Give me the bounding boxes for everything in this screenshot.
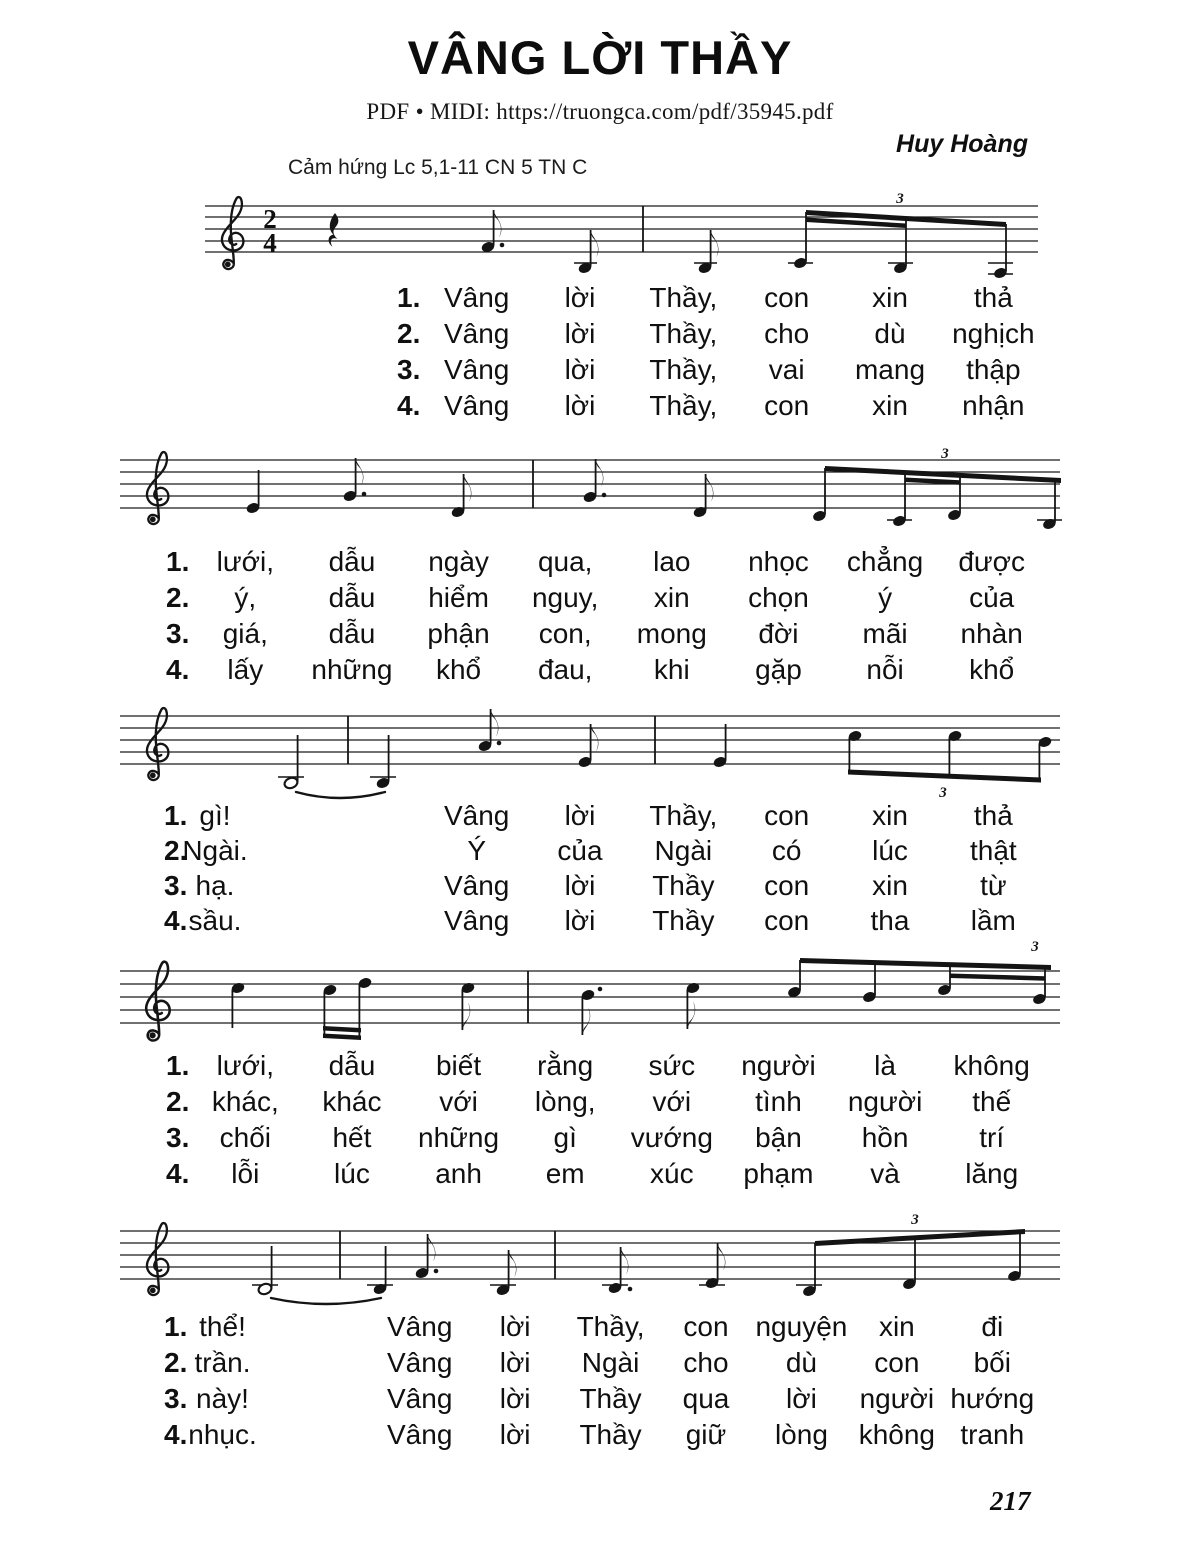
pdf-midi-link[interactable]: PDF • MIDI: https://truongca.com/pdf/35945.pdf (366, 99, 834, 124)
staff-lines (120, 460, 1060, 508)
lyric-word: đời (758, 618, 799, 649)
staff-1 (200, 185, 1045, 287)
triplet-number: 3 (1031, 939, 1039, 955)
lyric-word: lời (499, 1311, 531, 1342)
lyric-word: dù (874, 318, 906, 349)
lyric-word: con, (538, 618, 592, 649)
triplet-number: 3 (941, 446, 949, 462)
lyric-word: Vâng (443, 870, 510, 901)
lyric-word: nhàn (960, 618, 1023, 649)
lyric-word: dẫu (328, 618, 376, 649)
lyric-word: Thầy (652, 870, 715, 901)
lyric-word: dẫu (328, 546, 376, 577)
staff-4 (115, 935, 1065, 1053)
notes (230, 939, 1051, 1040)
notes (480, 191, 1013, 280)
lyric-word: thật (969, 835, 1017, 866)
lyric-word: khác (322, 1086, 382, 1117)
lyric-word: khổ (969, 654, 1015, 685)
lyric-word: lời (786, 1383, 817, 1414)
lyric-word: Thầy (579, 1383, 642, 1414)
lyric-word: xin (872, 800, 908, 831)
tie (296, 792, 385, 798)
lyric-word: khổ (435, 654, 482, 685)
verse-number: 1. (397, 282, 421, 313)
lyric-word: dẫu (328, 1050, 376, 1081)
composer-name: Huy Hoàng (896, 130, 1028, 158)
lyric-word: chối (219, 1122, 271, 1153)
lyric-word: phạm (743, 1158, 814, 1189)
lyric-word: ngày (428, 546, 489, 577)
treble-clef-icon (147, 452, 168, 524)
verse-block-5 (150, 1311, 1040, 1455)
lyric-word: xin (878, 1311, 915, 1342)
lyric-word: biết (435, 1050, 482, 1081)
lyric-word: ý, (234, 582, 257, 613)
lyric-word: lao (653, 546, 691, 577)
lyric-word: tha (870, 905, 910, 936)
verse-number: 4. (166, 654, 190, 685)
lyric-word: nhọc (748, 546, 809, 577)
triplet-number: 3 (911, 1212, 919, 1228)
lyric-word: với (439, 1086, 478, 1117)
lyric-word: Thầy, (649, 390, 718, 421)
lyric-word: Thầy, (576, 1311, 645, 1342)
svg-text:4: 4 (263, 228, 277, 258)
verse-block-2 (150, 546, 1045, 690)
lyric-word: xúc (650, 1158, 694, 1189)
lyric-word: trí (979, 1122, 1005, 1153)
lyric-word: Thầy, (649, 354, 718, 385)
staff-lines (205, 206, 1038, 252)
lyric-word: con (683, 1311, 729, 1342)
lyric-word: lời (564, 800, 596, 831)
treble-clef-icon (147, 708, 168, 780)
time-signature (263, 204, 277, 258)
lyric-word: những (418, 1122, 500, 1153)
verse-number: 2. (397, 318, 421, 349)
lyric-word: sầu. (188, 905, 242, 936)
lyric-word: nhận (962, 390, 1025, 421)
lyric-word: hạ. (195, 870, 235, 901)
lyric-word: vai (768, 354, 805, 385)
lyric-word: xin (872, 870, 908, 901)
lyric-word: này! (196, 1383, 249, 1414)
lyric-word: gì (553, 1122, 577, 1153)
lyric-word: nỗi (866, 654, 904, 685)
lyric-word: lúc (872, 835, 908, 866)
lyric-word: con (764, 870, 810, 901)
lyric-word: lòng, (534, 1086, 596, 1117)
lyric-word: hồn (861, 1122, 909, 1153)
lyric-word: Ngài (581, 1347, 640, 1378)
lyric-word: khi (653, 654, 690, 685)
lyric-word: nhục. (188, 1419, 257, 1450)
quarter-rest-icon (329, 213, 339, 247)
lyric-word: Ngài. (182, 835, 248, 866)
lyric-word: người (741, 1050, 816, 1081)
lyric-word: lúc (334, 1158, 370, 1189)
lyric-word: tình (755, 1086, 802, 1117)
notes (245, 446, 1062, 531)
lyric-word: Vâng (443, 800, 510, 831)
verse-number: 1. (164, 1311, 188, 1342)
lyric-word: của (969, 582, 1015, 613)
lyric-word: thập (966, 354, 1021, 385)
lyric-word: lấy (227, 654, 264, 685)
lyric-word: Vâng (443, 318, 510, 349)
lyric-word: dù (785, 1347, 817, 1378)
verse-number: 1. (166, 546, 190, 577)
treble-clef-icon (146, 962, 169, 1041)
lyric-word: Vâng (443, 905, 510, 936)
lyric-word: qua, (537, 546, 593, 577)
verse-number: 4. (397, 390, 421, 421)
verse-block-4 (150, 1050, 1045, 1194)
treble-clef-icon (147, 1223, 168, 1295)
page-title: VÂNG LỜI THẦY (407, 31, 793, 84)
verse-number: 1. (164, 800, 188, 831)
lyric-word: vướng (630, 1122, 713, 1153)
lyric-word: giữ (685, 1419, 727, 1450)
lyric-word: xin (653, 582, 690, 613)
lyric-word: Thầy (652, 905, 715, 936)
lyric-word: con (764, 390, 810, 421)
lyric-word: lỗi (231, 1158, 260, 1189)
lyric-word: Thầy, (649, 800, 718, 831)
staff-lines (120, 716, 1060, 764)
lyric-word: lời (564, 282, 596, 313)
lyric-word: Vâng (443, 354, 510, 385)
lyric-word: lòng (774, 1419, 828, 1450)
verse-number: 1. (166, 1050, 190, 1081)
lyric-word: và (870, 1158, 900, 1189)
lyric-word: Thầy, (649, 318, 718, 349)
lyric-word: qua (682, 1383, 730, 1414)
lyric-word: Vâng (387, 1419, 453, 1450)
verse-number: 2. (166, 582, 190, 613)
treble-clef-icon (222, 197, 243, 269)
lyric-word: Thầy (579, 1419, 642, 1450)
lyric-word: Ngài (654, 835, 713, 866)
svg-text:2: 2 (263, 204, 277, 234)
lyric-word: người (847, 1086, 923, 1117)
lyric-word: thế (972, 1086, 1012, 1117)
verse-number: 3. (166, 1122, 190, 1153)
lyric-word: xin (872, 390, 908, 421)
lyric-word: lời (499, 1347, 531, 1378)
lyric-word: gặp (755, 654, 802, 685)
lyric-word: nghịch (952, 318, 1035, 349)
lyric-word: con (764, 282, 810, 313)
lyric-word: sức (648, 1050, 696, 1081)
lyric-word: khác, (211, 1086, 279, 1117)
lyric-word: Vâng (443, 282, 510, 313)
lyric-word: người (859, 1383, 935, 1414)
lyric-word: giá, (222, 618, 268, 649)
lyric-word: rằng (537, 1050, 594, 1081)
lyric-word: lời (564, 905, 596, 936)
lyric-word: Vâng (387, 1383, 453, 1414)
lyric-word: trần. (194, 1347, 251, 1378)
lyric-word: em (545, 1158, 585, 1189)
lyric-word: lời (564, 318, 596, 349)
lyric-word: hết (332, 1122, 372, 1153)
lyric-word: không (858, 1419, 935, 1450)
lyric-word: thả (973, 800, 1013, 831)
lyric-word: với (652, 1086, 692, 1117)
lyric-word: lời (499, 1383, 531, 1414)
lyric-word: cho (764, 318, 810, 349)
lyric-word: gì! (199, 800, 231, 831)
lyric-word: của (557, 835, 603, 866)
lyric-word: anh (435, 1158, 482, 1189)
tie (271, 1298, 381, 1304)
triplet-number: 3 (939, 785, 947, 801)
verse-number: 4. (166, 1158, 190, 1189)
staff-3 (115, 695, 1065, 813)
verse-number: 2. (164, 1347, 188, 1378)
lyric-word: Vâng (387, 1347, 453, 1378)
lyric-word: thả (973, 282, 1013, 313)
lyric-word: mong (636, 618, 707, 649)
notes (252, 1212, 1025, 1304)
lyric-word: cho (683, 1347, 729, 1378)
lyric-word: Vâng (387, 1311, 453, 1342)
lyric-word: thể! (199, 1311, 246, 1342)
lyric-word: chọn (748, 582, 809, 613)
lyric-word: hướng (950, 1383, 1035, 1414)
verse-number: 3. (166, 618, 190, 649)
lyric-word: con (874, 1347, 920, 1378)
lyric-word: lưới, (216, 1050, 274, 1081)
lyric-word: đau, (537, 654, 593, 685)
lyric-word: lăng (965, 1158, 1019, 1189)
inspiration-note: Cảm hứng Lc 5,1-11 CN 5 TN C (288, 156, 588, 179)
lyric-word: đi (981, 1311, 1004, 1342)
lyric-word: Ý (467, 835, 486, 866)
lyric-word: tranh (960, 1419, 1025, 1450)
lyric-word: lời (499, 1419, 531, 1450)
page-number: 217 (990, 1486, 1031, 1516)
lyric-word: bối (973, 1347, 1011, 1378)
staff-2 (115, 440, 1065, 542)
lyric-word: bận (755, 1122, 802, 1153)
verse-number: 4. (164, 905, 188, 936)
staff-lines (120, 971, 1060, 1023)
lyric-word: chẳng (846, 546, 924, 577)
lyric-word: lời (564, 390, 596, 421)
staff-lines (120, 1231, 1060, 1279)
lyric-word: dẫu (328, 582, 376, 613)
verse-number: 3. (397, 354, 421, 385)
lyric-word: lời (564, 870, 596, 901)
lyric-word: con (764, 905, 810, 936)
lyric-word: mãi (862, 618, 908, 649)
lyric-word: là (874, 1050, 896, 1081)
lyric-word: không (953, 1050, 1030, 1081)
verse-number: 3. (164, 870, 188, 901)
verse-number: 4. (164, 1419, 188, 1450)
lyric-word: Thầy, (649, 282, 718, 313)
lyric-word: phận (427, 618, 490, 649)
triplet-number: 3 (896, 191, 904, 207)
lyric-word: ý (878, 582, 893, 613)
verse-number: 2. (166, 1086, 190, 1117)
lyric-word: từ (980, 870, 1007, 901)
lyric-word: lầm (970, 905, 1016, 936)
lyric-word: được (958, 546, 1026, 577)
notes (278, 709, 1053, 801)
lyric-word: nguyện (755, 1311, 848, 1342)
verse-number: 3. (164, 1383, 188, 1414)
lyric-word: hiểm (428, 582, 489, 613)
lyric-word: con (764, 800, 810, 831)
lyric-word: nguy, (531, 582, 599, 613)
lyric-word: lời (564, 354, 596, 385)
lyric-word: Vâng (443, 390, 510, 421)
lyric-word: xin (872, 282, 908, 313)
lyric-word: có (771, 835, 802, 866)
verse-block-3 (150, 800, 1045, 940)
lyric-word: lưới, (216, 546, 274, 577)
lyric-word: những (311, 654, 393, 685)
verse-number: 2. (164, 835, 188, 866)
verse-block-1 (380, 282, 1045, 426)
lyric-word: mang (854, 354, 926, 385)
